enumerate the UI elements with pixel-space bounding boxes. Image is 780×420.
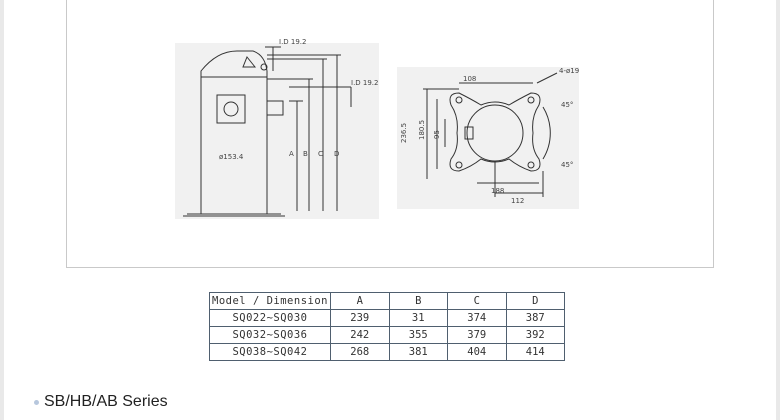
table-cell: 414	[506, 344, 565, 361]
table-row	[210, 344, 565, 361]
table-header-row	[210, 293, 565, 310]
holes-label: 4-ø19	[559, 67, 580, 75]
table-cell: 239	[331, 310, 390, 327]
diameter-label: ø153.4	[219, 153, 244, 161]
left-inner-label: 95	[433, 130, 441, 139]
side-pipe-side-label: I.D 19.2	[351, 79, 379, 87]
bullet-icon	[34, 400, 39, 405]
angle-bottom-label: 45°	[561, 161, 574, 169]
table-cell: 404	[448, 344, 507, 361]
table-header-cell: A	[331, 293, 390, 310]
table-row	[210, 310, 565, 327]
angle-top-label: 45°	[561, 101, 574, 109]
dim-b-label: B	[303, 150, 308, 158]
table-cell: 374	[448, 310, 507, 327]
compressor-dimension-drawing	[66, 0, 714, 268]
left-outer-label: 236.5	[400, 122, 408, 143]
dim-d-label: D	[334, 150, 340, 158]
table-cell: 379	[448, 327, 507, 344]
table-cell-model: SQ038~SQ042	[210, 344, 331, 361]
bottom-outer-label: 112	[511, 197, 525, 205]
technical-drawing-svg	[67, 0, 713, 267]
table-cell: 387	[506, 310, 565, 327]
series-heading	[34, 393, 168, 411]
table-header-cell: B	[389, 293, 448, 310]
table-header-cell: D	[506, 293, 565, 310]
table-cell: 268	[331, 344, 390, 361]
table-cell: 381	[389, 344, 448, 361]
side-view-background	[175, 43, 379, 219]
bottom-inner-label: 188	[491, 187, 505, 195]
table-row	[210, 327, 565, 344]
table-cell-model: SQ022~SQ030	[210, 310, 331, 327]
dim-a-label: A	[289, 150, 294, 158]
table-header-cell: C	[448, 293, 507, 310]
top-width-label: 108	[463, 75, 477, 83]
series-heading-text: SB/HB/AB Series	[44, 393, 168, 410]
dimension-table	[209, 292, 565, 361]
left-mid-label: 180.5	[418, 119, 426, 140]
page	[4, 0, 776, 420]
table-cell: 355	[389, 327, 448, 344]
table-cell: 242	[331, 327, 390, 344]
table-cell: 31	[389, 310, 448, 327]
table-header-cell: Model / Dimension	[210, 293, 331, 310]
side-pipe-top-label: I.D 19.2	[279, 38, 307, 46]
table-cell: 392	[506, 327, 565, 344]
dim-c-label: C	[318, 150, 323, 158]
table-cell-model: SQ032~SQ036	[210, 327, 331, 344]
